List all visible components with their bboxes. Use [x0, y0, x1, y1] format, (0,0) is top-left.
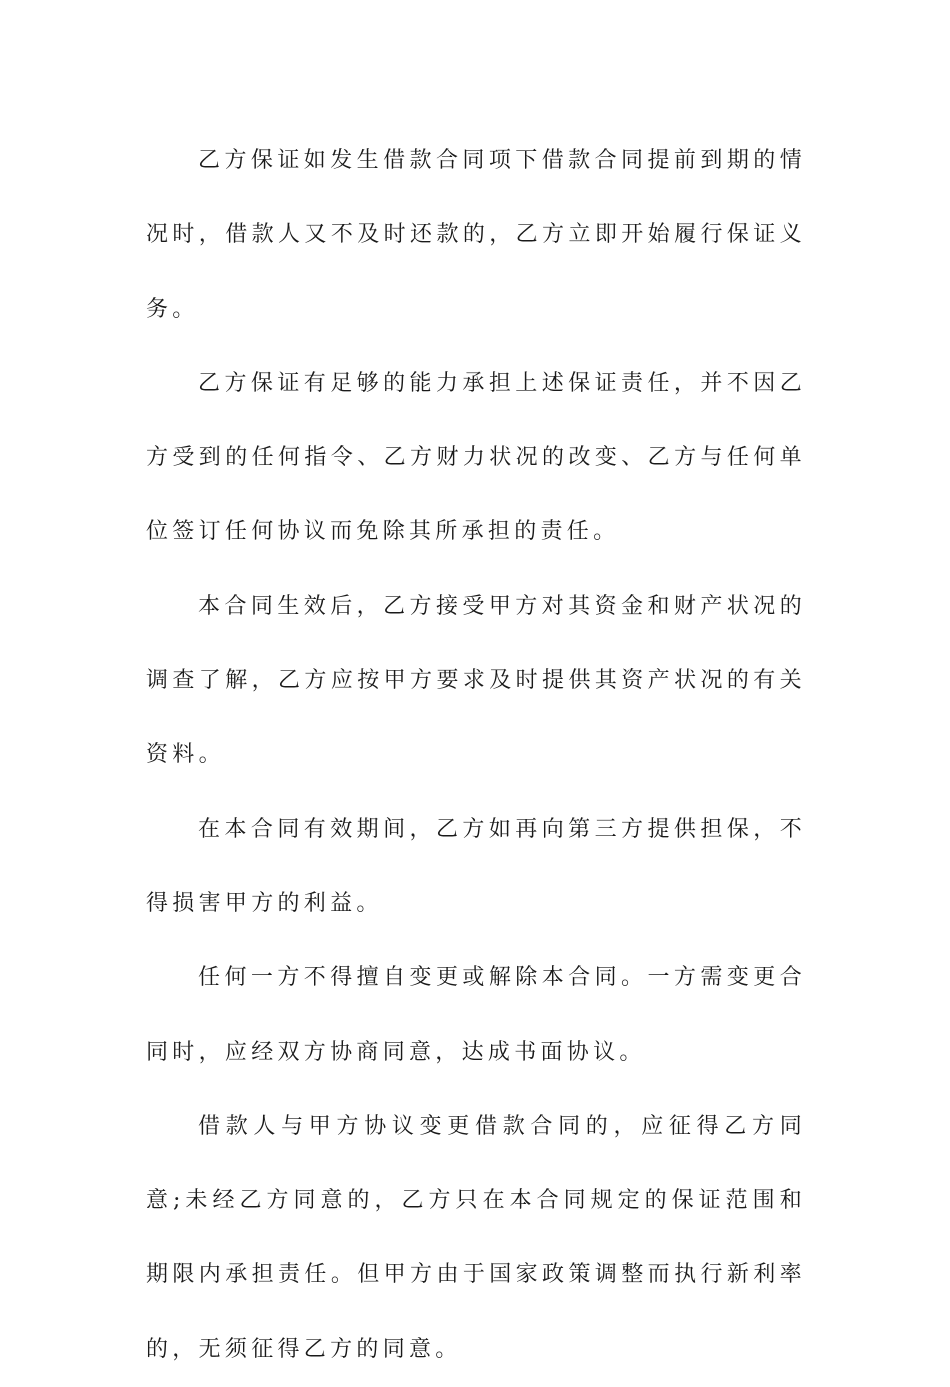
paragraph-4: 在本合同有效期间，乙方如再向第三方提供担保，不得损害甲方的利益。: [146, 816, 806, 916]
paragraph-1: 乙方保证如发生借款合同项下借款合同提前到期的情况时，借款人又不及时还款的，乙方立即开始履行保证义务。: [146, 148, 806, 322]
paragraph-3: 本合同生效后，乙方接受甲方对其资金和财产状况的调查了解，乙方应按甲方要求及时提供其资产状况的有关资料。: [146, 593, 806, 768]
document-body: [146, 124, 806, 1387]
paragraph-2: 乙方保证有足够的能力承担上述保证责任，并不因乙方受到的任何指令、乙方财力状况的改变、乙方与任何单位签订任何协议而免除其所承担的责任。: [146, 370, 806, 545]
paragraph-5: 任何一方不得擅自变更或解除本合同。一方需变更合同时，应经双方协商同意，达成书面协议。: [146, 965, 806, 1065]
paragraph-6: 借款人与甲方协议变更借款合同的，应征得乙方同意;未经乙方同意的，乙方只在本合同规定的保证范围和期限内承担责任。但甲方由于国家政策调整而执行新利率的，无须征得乙方的同意。: [146, 1113, 806, 1362]
